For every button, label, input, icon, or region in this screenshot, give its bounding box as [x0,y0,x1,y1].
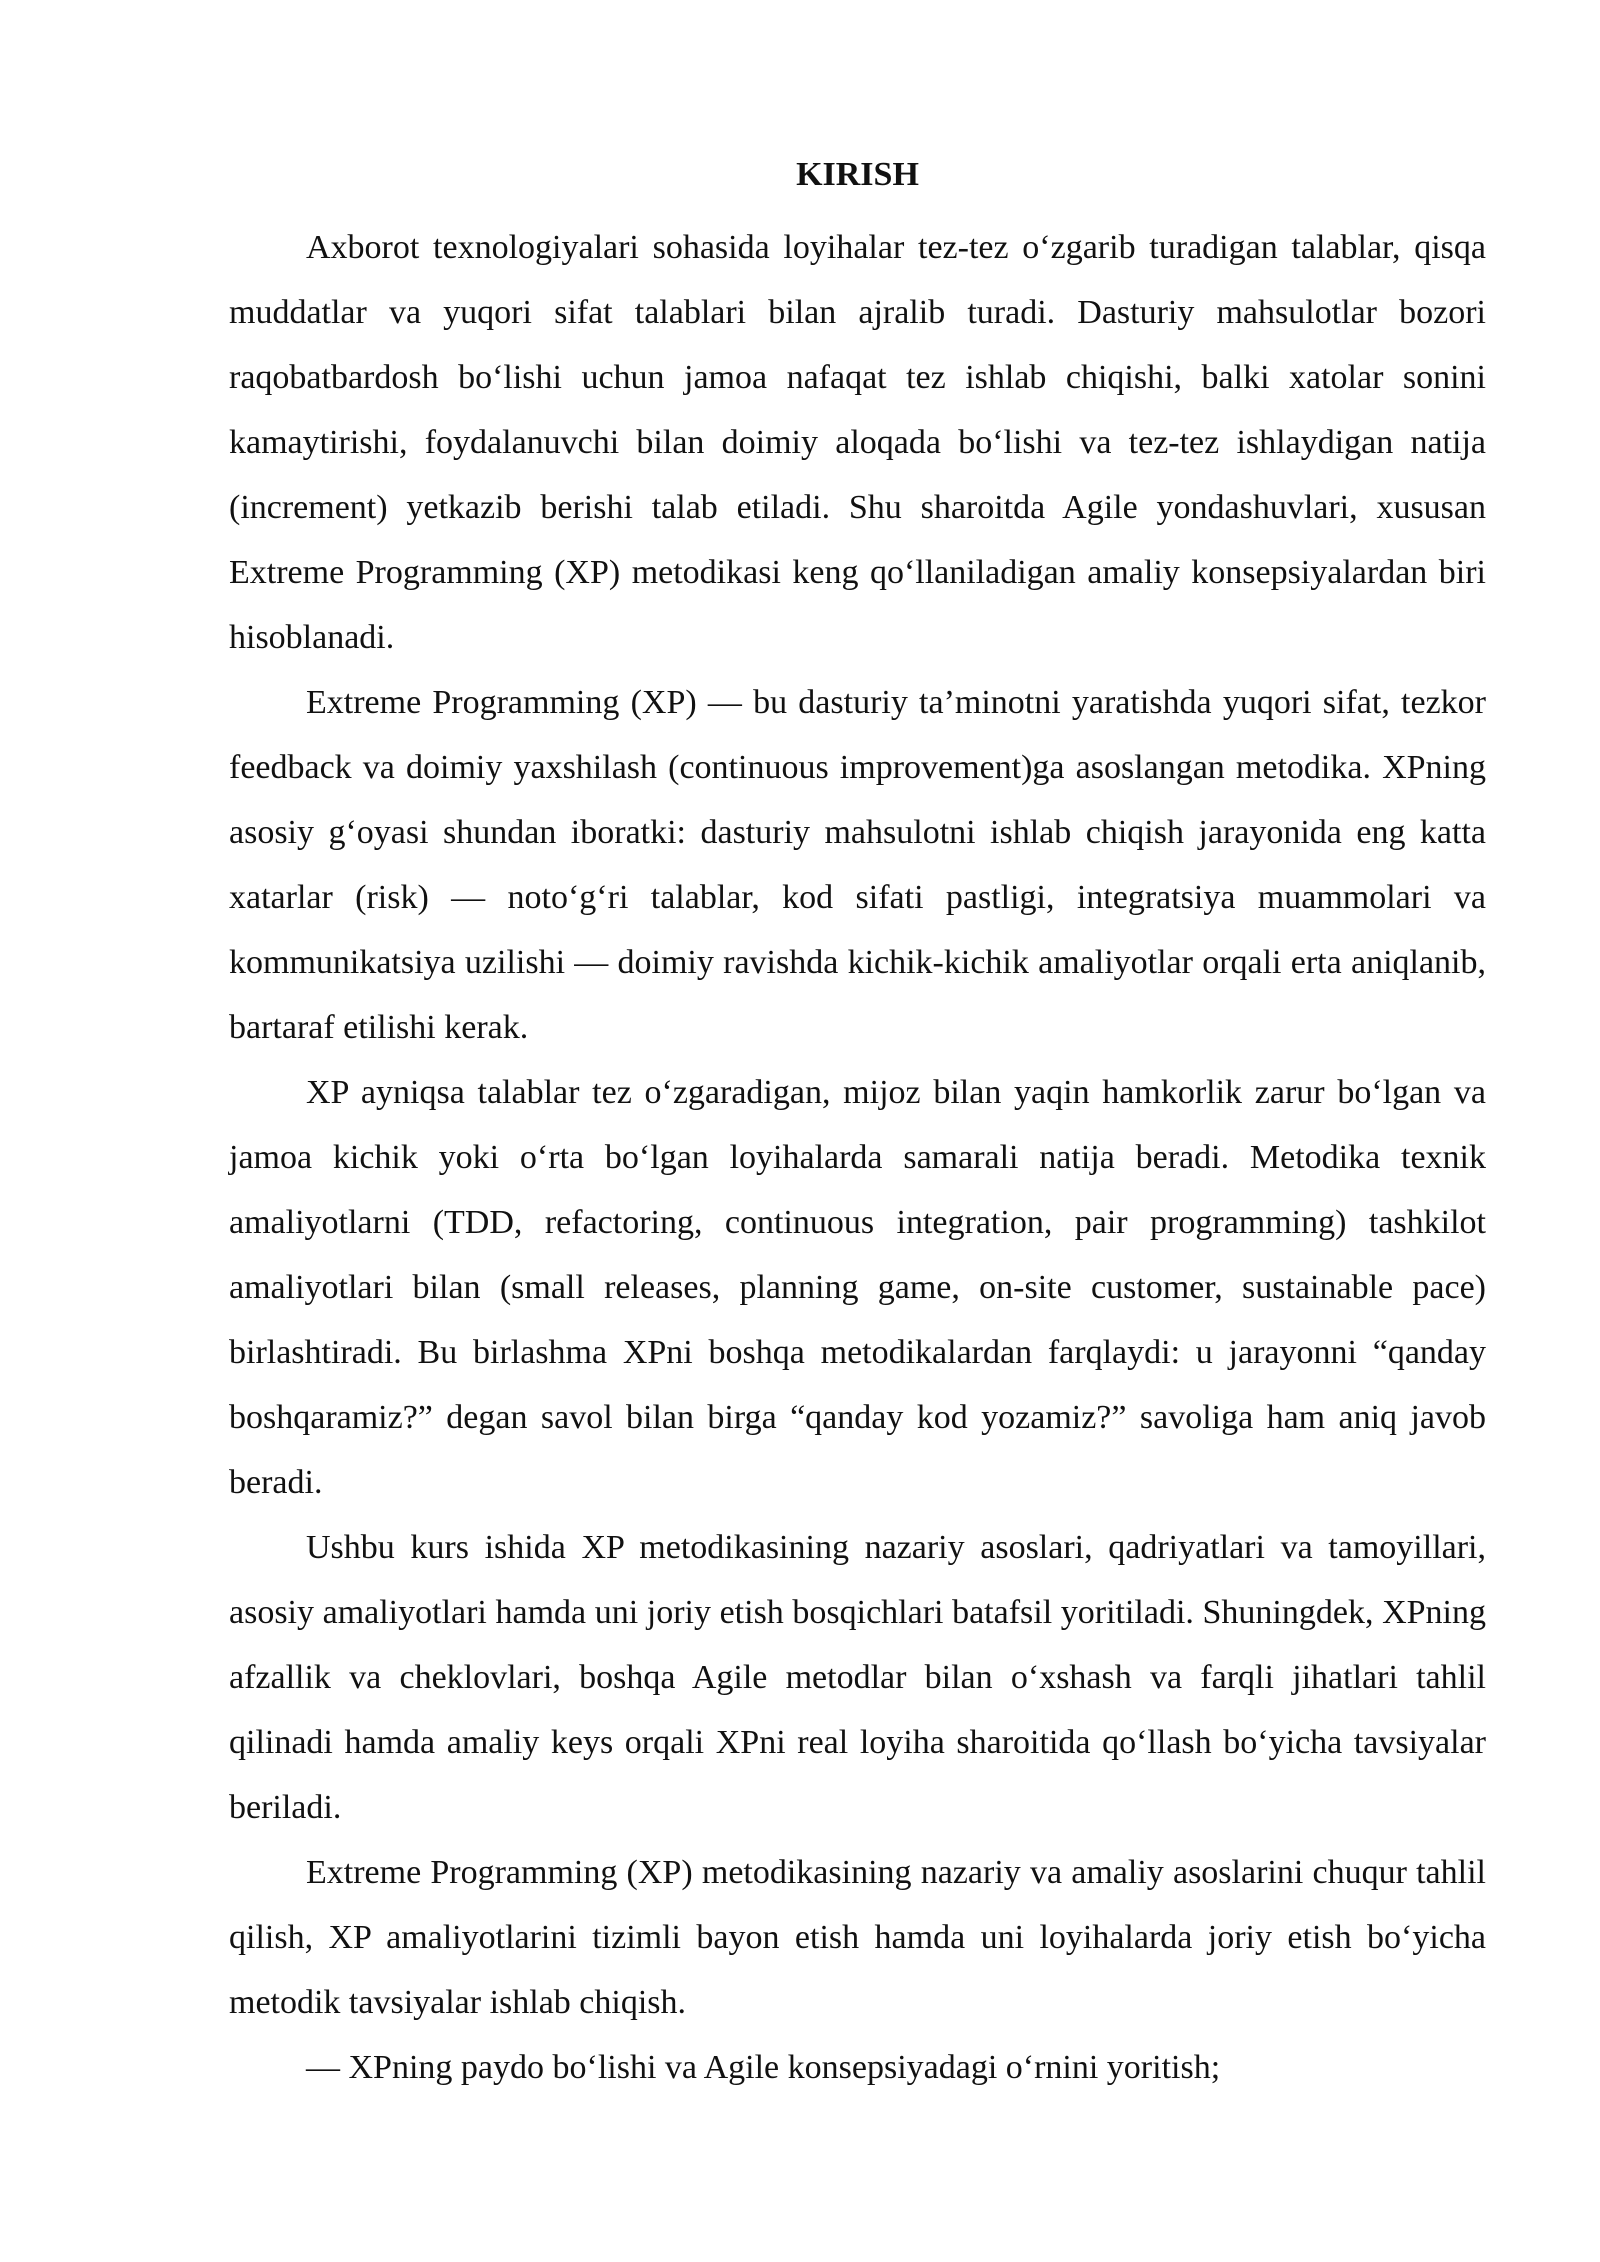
section-title: KIRISH [796,156,919,193]
paragraph-introduction: Axborot texnologiyalari sohasida loyihalar tez-tez o‘zgarib turadigan talablar, qisqa muddatlar va yuqori sifat talablari bilan ajralib turadi. Dasturiy mahsulotlar bozori raqobatbardosh bo‘lishi uchun jamoa nafaqat tez ishlab chiqishi, balki xatolar sonini kamaytirishi, foydalanuvchi bilan doimiy aloqada bo‘lishi va tez-tez ishlaydigan natija (increment) yetkazib berishi talab etiladi. Shu sharoitda Agile yondashuvlari, xususan Extreme Programming (XP) metodikasi keng qo‘llaniladigan amaliy konsepsiyalardan biri hisoblanadi. [229,229,1486,656]
paragraph-course-scope: Ushbu kurs ishida XP metodikasining nazariy asoslari, qadriyatlari va tamoyillari, asosiy amaliyotlari hamda uni joriy etish bosqichlari batafsil yoritiladi. Shuningdek, XPning afzallik va cheklovlari, boshqa Agile metodlar bilan o‘xshash va farqli jihatlari tahlil qilinadi hamda amaliy keys orqali XPni real loyiha sharoitida qo‘llash bo‘yicha tavsiyalar beriladi. [229,1529,1486,1826]
document-body [229,150,1486,2100]
list-item-task-1: — XPning paydo bo‘lishi va Agile konsepsiyadagi o‘rnini yoritish; [306,2049,1221,2086]
paragraph-goal: Extreme Programming (XP) metodikasining nazariy va amaliy asoslarini chuqur tahlil qilish, XP amaliyotlarini tizimli bayon etish hamda uni loyihalarda joriy etish bo‘yicha metodik tavsiyalar ishlab chiqish. [229,1854,1486,2021]
paragraph-xp-definition: Extreme Programming (XP) — bu dasturiy ta’minotni yaratishda yuqori sifat, tezkor feedback va doimiy yaxshilash (continuous improvement)ga asoslangan metodika. XPning asosiy g‘oyasi shundan iboratki: dasturiy mahsulotni ishlab chiqish jarayonida eng katta xatarlar (risk) — noto‘g‘ri talablar, kod sifati pastligi, integratsiya muammolari va kommunikatsiya uzilishi — doimiy ravishda kichik-kichik amaliyotlar orqali erta aniqlanib, bartaraf etilishi kerak. [229,684,1486,1046]
paragraph-xp-applicability: XP ayniqsa talablar tez o‘zgaradigan, mijoz bilan yaqin hamkorlik zarur bo‘lgan va jamoa kichik yoki o‘rta bo‘lgan loyihalarda samarali natija beradi. Metodika texnik amaliyotlarni (TDD, refactoring, continuous integration, pair programming) tashkilot amaliyotlari bilan (small releases, planning game, on-site customer, sustainable pace) birlashtiradi. Bu birlashma XPni boshqa metodikalardan farqlaydi: u jarayonni “qanday boshqaramiz?” degan savol bilan birga “qanday kod yozamiz?” savoliga ham aniq javob beradi. [229,1074,1486,1501]
